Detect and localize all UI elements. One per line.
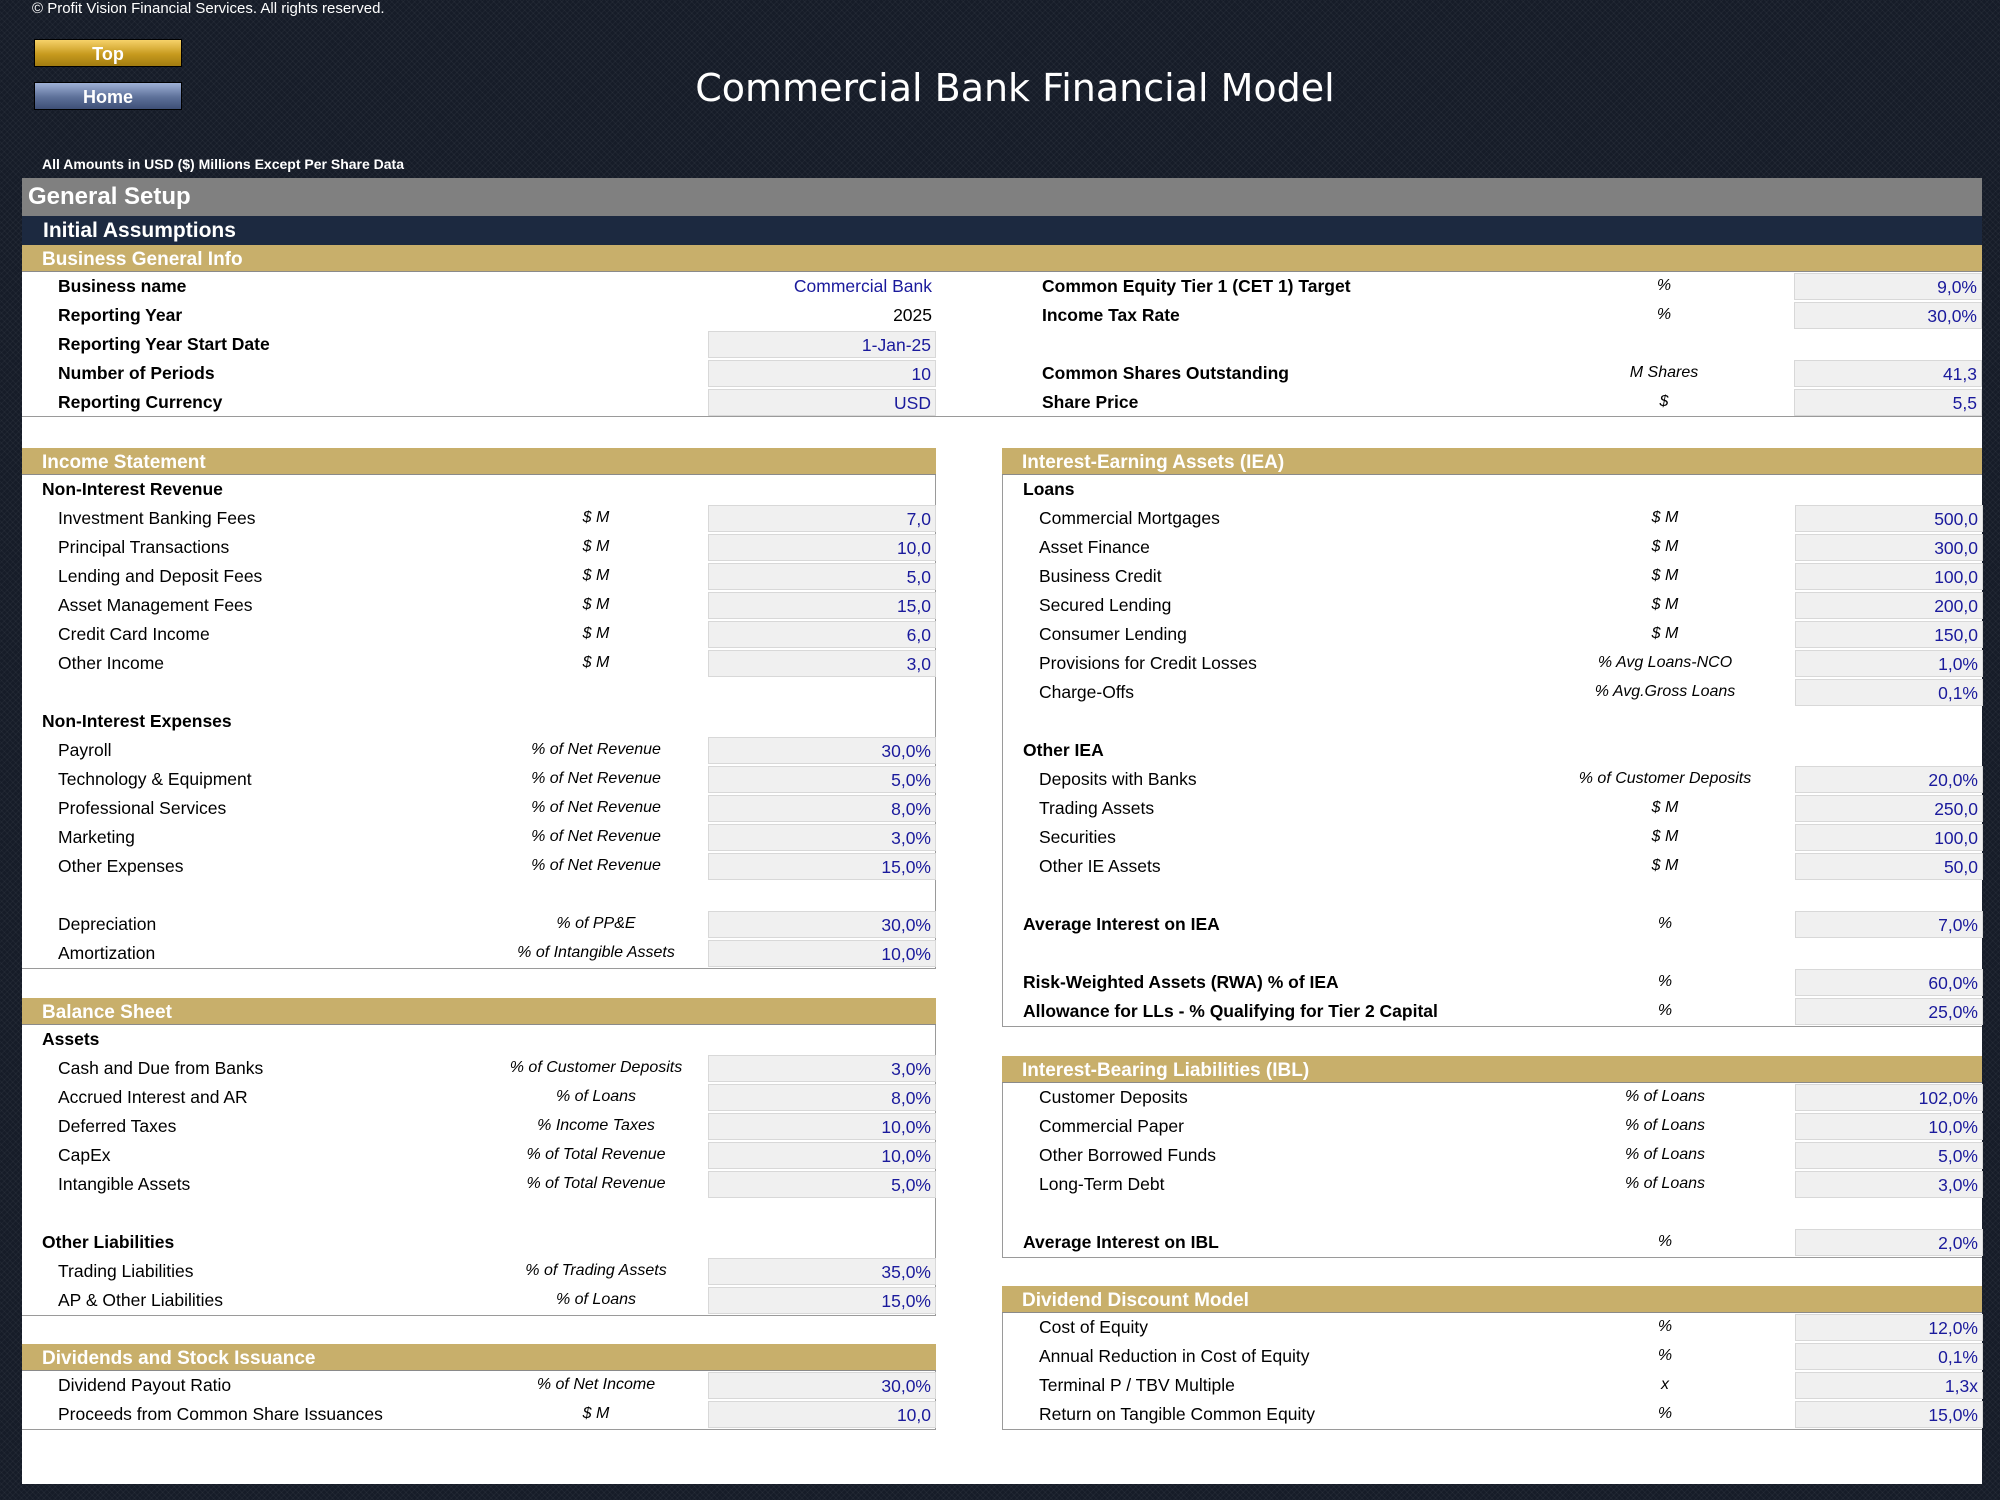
- row-unit: % of Net Revenue: [531, 770, 661, 787]
- row-label: Long-Term Debt: [1039, 1174, 1165, 1194]
- row-label: Reporting Year Start Date: [58, 334, 270, 354]
- input-cell[interactable]: 5,0%: [1795, 1142, 1983, 1169]
- input-cell[interactable]: 10,0: [708, 534, 936, 561]
- input-cell[interactable]: 25,0%: [1795, 998, 1983, 1025]
- input-cell[interactable]: 15,0%: [708, 853, 936, 880]
- row-unit: % of Total Revenue: [526, 1146, 666, 1163]
- input-cell[interactable]: 15,0%: [708, 1287, 936, 1314]
- input-cell[interactable]: 8,0%: [708, 1084, 936, 1111]
- row-unit: % of Net Revenue: [531, 828, 661, 845]
- input-cell[interactable]: 7,0: [708, 505, 936, 532]
- input-cell[interactable]: 5,0: [708, 563, 936, 590]
- table-row: [22, 1170, 935, 1199]
- row-label: Proceeds from Common Share Issuances: [58, 1404, 383, 1424]
- input-cell[interactable]: 15,0%: [1795, 1401, 1983, 1428]
- page-title: Commercial Bank Financial Model: [695, 66, 1335, 110]
- table-row: [22, 736, 935, 765]
- row-label: Lending and Deposit Fees: [58, 566, 263, 586]
- input-cell[interactable]: 10,0%: [708, 1142, 936, 1169]
- row-unit: $ M: [1651, 567, 1679, 584]
- input-cell[interactable]: 15,0: [708, 592, 936, 619]
- table-row: [1003, 1083, 1982, 1112]
- table-row: [1003, 1313, 1982, 1342]
- row-label: Amortization: [58, 943, 156, 963]
- row-label: Depreciation: [58, 914, 157, 934]
- row-label: Other Liabilities: [42, 1232, 175, 1252]
- table-row: [1003, 1112, 1982, 1141]
- input-cell[interactable]: 12,0%: [1795, 1314, 1983, 1341]
- row-label: Business Credit: [1039, 566, 1162, 586]
- row-label: Professional Services: [58, 798, 227, 818]
- row-unit: $ M: [582, 654, 610, 671]
- input-cell[interactable]: 30,0%: [708, 1372, 936, 1399]
- cet1-target-input[interactable]: 9,0%: [1794, 273, 1982, 300]
- table-row: [1003, 852, 1982, 881]
- table-row: [1003, 794, 1982, 823]
- row-label: Investment Banking Fees: [58, 508, 256, 528]
- input-cell[interactable]: 1,3x: [1795, 1372, 1983, 1399]
- row-unit: $ M: [1651, 857, 1679, 874]
- reporting-currency-input[interactable]: USD: [708, 389, 936, 416]
- row-unit: M Shares: [1629, 364, 1699, 381]
- row-label: Secured Lending: [1039, 595, 1172, 615]
- row-label: AP & Other Liabilities: [58, 1290, 224, 1310]
- input-cell[interactable]: 7,0%: [1795, 911, 1983, 938]
- table-row: [22, 765, 935, 794]
- input-cell[interactable]: 250,0: [1795, 795, 1983, 822]
- ddm-section: [1002, 1286, 1982, 1430]
- row-label: Charge-Offs: [1039, 682, 1134, 702]
- row-unit: % of Net Income: [536, 1376, 656, 1393]
- row-unit: % of Total Revenue: [526, 1175, 666, 1192]
- table-row: [1003, 1400, 1982, 1429]
- row-unit: %: [1656, 277, 1672, 294]
- row-unit: % of Loans: [1624, 1175, 1706, 1192]
- row-unit: $ M: [582, 509, 610, 526]
- row-label: Non-Interest Expenses: [42, 711, 232, 731]
- input-cell[interactable]: 10,0%: [708, 1113, 936, 1140]
- table-row: [22, 562, 935, 591]
- table-row: [22, 533, 935, 562]
- info-row: [22, 272, 1982, 301]
- input-cell[interactable]: 10,0%: [708, 940, 936, 967]
- row-label: Annual Reduction in Cost of Equity: [1039, 1346, 1310, 1366]
- income-statement-section: [22, 448, 936, 969]
- row-label: Cost of Equity: [1039, 1317, 1148, 1337]
- section-header: Interest-Bearing Liabilities (IBL): [1002, 1056, 1982, 1083]
- ibl-section: [1002, 1056, 1982, 1258]
- table-row: [22, 939, 935, 968]
- input-cell[interactable]: 100,0: [1795, 563, 1983, 590]
- input-cell[interactable]: 3,0%: [1795, 1171, 1983, 1198]
- row-label: Reporting Currency: [58, 392, 223, 412]
- row-unit: $ M: [582, 1405, 610, 1422]
- row-label: Accrued Interest and AR: [58, 1087, 248, 1107]
- table-row: [1003, 678, 1982, 707]
- row-label: Credit Card Income: [58, 624, 210, 644]
- row-unit: % of Loans: [1624, 1146, 1706, 1163]
- business-general-info-section: [22, 245, 1982, 417]
- input-cell[interactable]: 2,0%: [1795, 1229, 1983, 1256]
- input-cell[interactable]: 5,0%: [708, 766, 936, 793]
- input-cell[interactable]: 100,0: [1795, 824, 1983, 851]
- table-row: [22, 649, 935, 678]
- row-unit: $ M: [582, 567, 610, 584]
- iea-section: [1002, 448, 1982, 1027]
- number-of-periods-input[interactable]: 10: [708, 360, 936, 387]
- table-row: [22, 852, 935, 881]
- input-cell[interactable]: 10,0%: [1795, 1113, 1983, 1140]
- table-row: [1003, 765, 1982, 794]
- row-unit: %: [1657, 1233, 1673, 1250]
- input-cell[interactable]: 35,0%: [708, 1258, 936, 1285]
- input-cell[interactable]: 30,0%: [708, 737, 936, 764]
- input-cell[interactable]: 150,0: [1795, 621, 1983, 648]
- row-label: Principal Transactions: [58, 537, 230, 557]
- share-price-input[interactable]: 5,5: [1794, 389, 1982, 416]
- input-cell[interactable]: 0,1%: [1795, 1343, 1983, 1370]
- spacer-row: [1003, 939, 1982, 968]
- row-unit: %: [1657, 973, 1673, 990]
- table-row: [22, 794, 935, 823]
- row-unit: x: [1661, 1376, 1669, 1393]
- row-unit: % of Loans: [1624, 1117, 1706, 1134]
- row-label: CapEx: [58, 1145, 111, 1165]
- row-label: Deferred Taxes: [58, 1116, 177, 1136]
- row-unit: $ M: [1651, 625, 1679, 642]
- table-row: [1003, 1342, 1982, 1371]
- input-cell[interactable]: 300,0: [1795, 534, 1983, 561]
- row-label: Consumer Lending: [1039, 624, 1187, 644]
- table-row: [1003, 562, 1982, 591]
- spacer-row: [22, 1199, 935, 1228]
- section-header: Balance Sheet: [22, 998, 936, 1025]
- row-label: Allowance for LLs - % Qualifying for Tier 2 Capital: [1023, 1001, 1438, 1021]
- table-row: [1003, 910, 1982, 939]
- row-unit: %: [1657, 1318, 1673, 1335]
- row-unit: % of Net Revenue: [531, 857, 661, 874]
- row-label: Average Interest on IEA: [1023, 914, 1220, 934]
- section-header: Dividends and Stock Issuance: [22, 1344, 936, 1371]
- row-label: Other Borrowed Funds: [1039, 1145, 1217, 1165]
- row-label: Payroll: [58, 740, 112, 760]
- info-row: [22, 359, 1982, 388]
- table-row: [1003, 504, 1982, 533]
- input-cell[interactable]: 102,0%: [1795, 1084, 1983, 1111]
- table-row: [1003, 591, 1982, 620]
- subsection-title: [22, 1025, 935, 1054]
- row-unit: % of Customer Deposits: [509, 1059, 683, 1076]
- business-name-value[interactable]: Commercial Bank: [793, 276, 932, 296]
- row-unit: $ M: [582, 625, 610, 642]
- table-row: [1003, 533, 1982, 562]
- initial-assumptions-band: Initial Assumptions: [22, 216, 1982, 245]
- subsection-title: [22, 707, 935, 736]
- table-row: [1003, 997, 1982, 1026]
- row-unit: %: [1657, 1405, 1673, 1422]
- top-button[interactable]: Top: [34, 39, 182, 67]
- row-unit: $: [1659, 393, 1669, 410]
- row-label: Business name: [58, 276, 187, 296]
- table-row: [22, 1400, 935, 1429]
- table-row: [1003, 1170, 1982, 1199]
- input-cell[interactable]: 3,0%: [708, 1055, 936, 1082]
- input-cell[interactable]: 0,1%: [1795, 679, 1983, 706]
- income-tax-rate-input[interactable]: 30,0%: [1794, 302, 1982, 329]
- row-label: Trading Assets: [1039, 798, 1155, 818]
- balance-sheet-section: [22, 998, 936, 1316]
- row-unit: $ M: [582, 596, 610, 613]
- row-label: Return on Tangible Common Equity: [1039, 1404, 1315, 1424]
- info-row: [22, 388, 1982, 417]
- row-unit: % of PP&E: [556, 915, 636, 932]
- row-unit: % Avg.Gross Loans: [1594, 683, 1736, 700]
- row-label: Other Expenses: [58, 856, 184, 876]
- row-label: Common Equity Tier 1 (CET 1) Target: [1042, 276, 1351, 296]
- row-unit: % of Customer Deposits: [1578, 770, 1752, 787]
- row-label: Other IE Assets: [1039, 856, 1161, 876]
- spacer-row: [22, 881, 935, 910]
- row-label: Asset Finance: [1039, 537, 1150, 557]
- row-label: Terminal P / TBV Multiple: [1039, 1375, 1235, 1395]
- row-label: Asset Management Fees: [58, 595, 253, 615]
- row-unit: $ M: [1651, 828, 1679, 845]
- row-label: Commercial Paper: [1039, 1116, 1184, 1136]
- table-row: [22, 1112, 935, 1141]
- info-row: [22, 301, 1982, 330]
- row-unit: %: [1657, 1002, 1673, 1019]
- row-label: Income Tax Rate: [1042, 305, 1180, 325]
- table-row: [22, 1257, 935, 1286]
- units-note: All Amounts in USD ($) Millions Except Per Share Data: [42, 156, 404, 172]
- row-unit: % Income Taxes: [537, 1117, 655, 1134]
- row-label: Marketing: [58, 827, 135, 847]
- input-cell[interactable]: 6,0: [708, 621, 936, 648]
- spacer-row: [1003, 881, 1982, 910]
- input-cell[interactable]: 20,0%: [1795, 766, 1983, 793]
- table-row: [1003, 620, 1982, 649]
- row-label: Trading Liabilities: [58, 1261, 194, 1281]
- subsection-title: [22, 475, 935, 504]
- table-row: [22, 1083, 935, 1112]
- row-unit: % of Loans: [555, 1088, 637, 1105]
- reporting-year-value[interactable]: 2025: [893, 305, 932, 325]
- row-unit: $ M: [582, 538, 610, 555]
- table-row: [22, 910, 935, 939]
- row-unit: % of Loans: [1624, 1088, 1706, 1105]
- input-cell[interactable]: 3,0: [708, 650, 936, 677]
- spacer-row: [22, 678, 935, 707]
- row-label: Dividend Payout Ratio: [58, 1375, 232, 1395]
- table-row: [1003, 649, 1982, 678]
- row-label: Customer Deposits: [1039, 1087, 1188, 1107]
- input-cell[interactable]: 60,0%: [1795, 969, 1983, 996]
- start-date-input[interactable]: 1-Jan-25: [708, 331, 936, 358]
- row-label: Number of Periods: [58, 363, 215, 383]
- table-row: [1003, 1228, 1982, 1257]
- table-row: [22, 620, 935, 649]
- shares-outstanding-input[interactable]: 41,3: [1794, 360, 1982, 387]
- table-row: [1003, 823, 1982, 852]
- row-label: Intangible Assets: [58, 1174, 191, 1194]
- row-unit: % Avg Loans-NCO: [1597, 654, 1733, 671]
- spacer-row: [1003, 707, 1982, 736]
- section-header: Income Statement: [22, 448, 936, 475]
- row-label: Common Shares Outstanding: [1042, 363, 1289, 383]
- row-unit: $ M: [1651, 596, 1679, 613]
- table-row: [1003, 1141, 1982, 1170]
- input-cell[interactable]: 5,0%: [708, 1171, 936, 1198]
- row-label: Average Interest on IBL: [1023, 1232, 1219, 1252]
- row-unit: % of Net Revenue: [531, 799, 661, 816]
- row-label: Cash and Due from Banks: [58, 1058, 264, 1078]
- row-unit: %: [1657, 915, 1673, 932]
- row-unit: % of Loans: [555, 1291, 637, 1308]
- spacer-row: [1003, 1199, 1982, 1228]
- input-cell[interactable]: 30,0%: [708, 911, 936, 938]
- row-unit: %: [1657, 1347, 1673, 1364]
- section-header: Business General Info: [22, 245, 1982, 272]
- row-label: Non-Interest Revenue: [42, 479, 223, 499]
- section-header: Dividend Discount Model: [1002, 1286, 1982, 1313]
- input-cell[interactable]: 50,0: [1795, 853, 1983, 880]
- row-label: Share Price: [1042, 392, 1139, 412]
- table-row: [22, 1371, 935, 1400]
- table-row: [22, 1286, 935, 1315]
- row-unit: % of Intangible Assets: [517, 944, 675, 961]
- row-unit: % of Trading Assets: [525, 1262, 667, 1279]
- row-label: Deposits with Banks: [1039, 769, 1197, 789]
- info-row: [22, 330, 1982, 359]
- row-label: Provisions for Credit Losses: [1039, 653, 1257, 673]
- input-cell[interactable]: 3,0%: [708, 824, 936, 851]
- row-label: Loans: [1023, 479, 1075, 499]
- row-unit: $ M: [1651, 538, 1679, 555]
- row-label: Commercial Mortgages: [1039, 508, 1220, 528]
- table-row: [22, 591, 935, 620]
- table-row: [22, 1054, 935, 1083]
- home-button[interactable]: Home: [34, 82, 182, 110]
- subsection-title: [1003, 736, 1982, 765]
- row-label: Technology & Equipment: [58, 769, 252, 789]
- row-label: Assets: [42, 1029, 100, 1049]
- input-cell[interactable]: 500,0: [1795, 505, 1983, 532]
- table-row: [22, 823, 935, 852]
- dividends-section: [22, 1344, 936, 1430]
- subsection-title: [22, 1228, 935, 1257]
- row-label: Other Income: [58, 653, 165, 673]
- row-label: Other IEA: [1023, 740, 1104, 760]
- row-unit: %: [1656, 306, 1672, 323]
- table-row: [1003, 1371, 1982, 1400]
- spreadsheet-area: [22, 178, 1982, 1484]
- section-header: Interest-Earning Assets (IEA): [1002, 448, 1982, 475]
- row-label: Securities: [1039, 827, 1116, 847]
- input-cell[interactable]: 200,0: [1795, 592, 1983, 619]
- row-unit: $ M: [1651, 509, 1679, 526]
- row-unit: $ M: [1651, 799, 1679, 816]
- copyright-text: © Profit Vision Financial Services. All rights reserved.: [32, 0, 385, 17]
- general-setup-band: General Setup: [22, 178, 1982, 216]
- input-cell[interactable]: 8,0%: [708, 795, 936, 822]
- row-label: Reporting Year: [58, 305, 183, 325]
- subsection-title: [1003, 475, 1982, 504]
- input-cell[interactable]: 10,0: [708, 1401, 936, 1428]
- table-row: [22, 504, 935, 533]
- table-row: [22, 1141, 935, 1170]
- row-unit: % of Net Revenue: [531, 741, 661, 758]
- input-cell[interactable]: 1,0%: [1795, 650, 1983, 677]
- table-row: [1003, 968, 1982, 997]
- row-label: Risk-Weighted Assets (RWA) % of IEA: [1023, 972, 1339, 992]
